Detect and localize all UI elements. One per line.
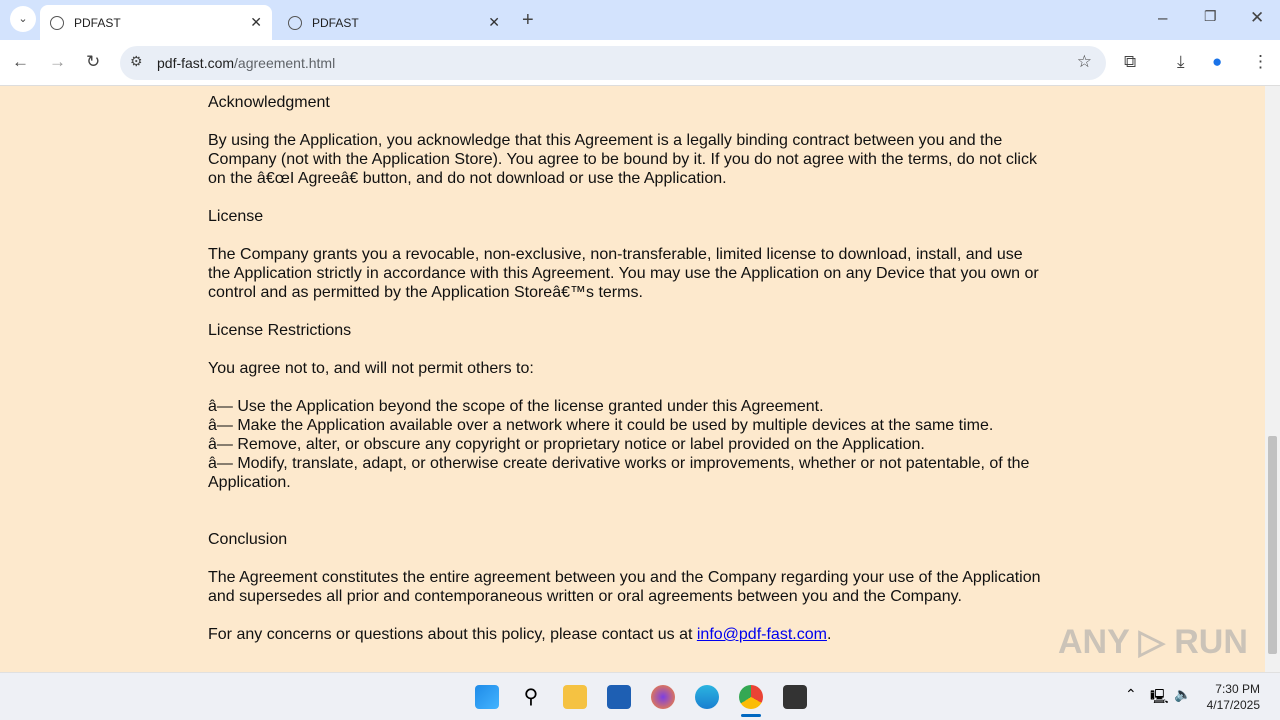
tab-title: PDFAST [74, 15, 121, 30]
anyrun-watermark: ANY ▷ RUN [1058, 623, 1248, 661]
heading-acknowledgment: Acknowledgment [208, 94, 330, 111]
license-text: The Company grants you a revocable, non-exclusive, non-transferable, limited license to download, install, and use the Application strictly in accordance with this Agreement. You may use the Application on any Device that you own or control and as permitted by the Application Storeâ€™s terms. [208, 246, 1039, 301]
url-path: /agreement.html [234, 55, 336, 71]
heading-conclusion: Conclusion [208, 531, 288, 548]
address-bar[interactable] [120, 46, 1106, 80]
chrome-icon[interactable] [739, 685, 763, 709]
agreement-content [208, 93, 1048, 663]
list-item: â— Use the Application beyond the scope of the license granted under this Agreement. [208, 398, 824, 415]
restore-button[interactable]: ❐ [1204, 8, 1217, 24]
heading-license-restrictions: License Restrictions [208, 322, 352, 339]
contact-suffix: . [826, 626, 832, 643]
back-icon[interactable]: ← [12, 52, 29, 71]
tab-search-button[interactable]: ⌄ [10, 6, 36, 32]
scrollbar[interactable] [1265, 86, 1280, 672]
search-icon[interactable]: ⚲ [523, 686, 539, 708]
taskbar [0, 672, 1280, 720]
heading-license: License [208, 208, 264, 225]
reload-icon[interactable]: ↻ [86, 52, 101, 71]
globe-icon [288, 16, 302, 30]
store-icon[interactable] [607, 685, 631, 709]
conclusion-text: The Agreement constitutes the entire agreement between you and the Company regarding your use of the Application and supersedes all prior and contemporaneous written or oral agreements between you and the Company. [208, 569, 1041, 605]
firefox-icon[interactable] [651, 685, 675, 709]
volume-icon[interactable]: 🔈 [1174, 686, 1192, 702]
new-tab-button[interactable]: + [522, 9, 534, 31]
date: 4/17/2025 [1206, 698, 1260, 712]
download-icon[interactable]: ⤓ [1177, 52, 1185, 71]
site-info-icon[interactable]: ⚙ [130, 53, 143, 69]
time: 7:30 PM [1215, 682, 1260, 696]
acknowledgment-text: By using the Application, you acknowledge that this Agreement is a legally binding contract between you and the Company (not with the Application Store). You agree to be bound by it. If you do not agree with the terms, do not click on the â€œI Agreeâ€ button, and do not download or use the Application. [208, 132, 1037, 187]
list-item: â— Remove, alter, or obscure any copyright or proprietary notice or label provided on the Application. [208, 436, 925, 453]
close-tab-icon[interactable]: ✕ [250, 14, 262, 30]
tab-pdfast-1[interactable] [40, 5, 272, 40]
contact-prefix: For any concerns or questions about this policy, please contact us at [208, 626, 697, 643]
active-indicator [741, 714, 761, 717]
browser-toolbar [0, 40, 1280, 86]
globe-icon [50, 16, 64, 30]
restrictions-list [208, 397, 1048, 492]
close-window-button[interactable]: ✕ [1250, 8, 1265, 27]
forward-icon[interactable]: → [49, 52, 66, 71]
contact-text [208, 625, 831, 644]
edge-icon[interactable] [695, 685, 719, 709]
url-domain: pdf-fast.com [157, 55, 235, 71]
windows-start-icon[interactable] [475, 685, 499, 709]
email-link[interactable]: info@pdf-fast.com [696, 626, 827, 643]
clock[interactable] [1207, 681, 1260, 713]
scrollbar-thumb[interactable] [1268, 436, 1277, 654]
restrictions-intro: You agree not to, and will not permit others to: [208, 360, 534, 377]
list-item: â— Make the Application available over a network where it could be used by multiple devices at the same time. [208, 417, 994, 434]
menu-icon[interactable]: ⋮ [1252, 52, 1269, 71]
close-tab-icon[interactable]: ✕ [488, 14, 500, 30]
tab-strip [0, 0, 1280, 40]
bookmark-star-icon[interactable]: ☆ [1076, 52, 1092, 71]
list-item: â— Modify, translate, adapt, or otherwise create derivative works or improvements, whether or not patentable, of the Application. [208, 455, 1030, 491]
tab-title: PDFAST [312, 15, 359, 30]
profile-icon[interactable]: ● [1212, 52, 1223, 71]
file-explorer-icon[interactable] [563, 685, 587, 709]
tray-chevron-icon[interactable]: ⌃ [1125, 686, 1137, 702]
pdfast-app-icon[interactable] [783, 685, 807, 709]
network-icon[interactable]: 🖳 [1150, 688, 1169, 704]
tab-pdfast-2[interactable] [278, 5, 510, 40]
extensions-icon[interactable]: ⧉ [1124, 52, 1137, 71]
minimize-button[interactable]: – [1158, 8, 1168, 27]
